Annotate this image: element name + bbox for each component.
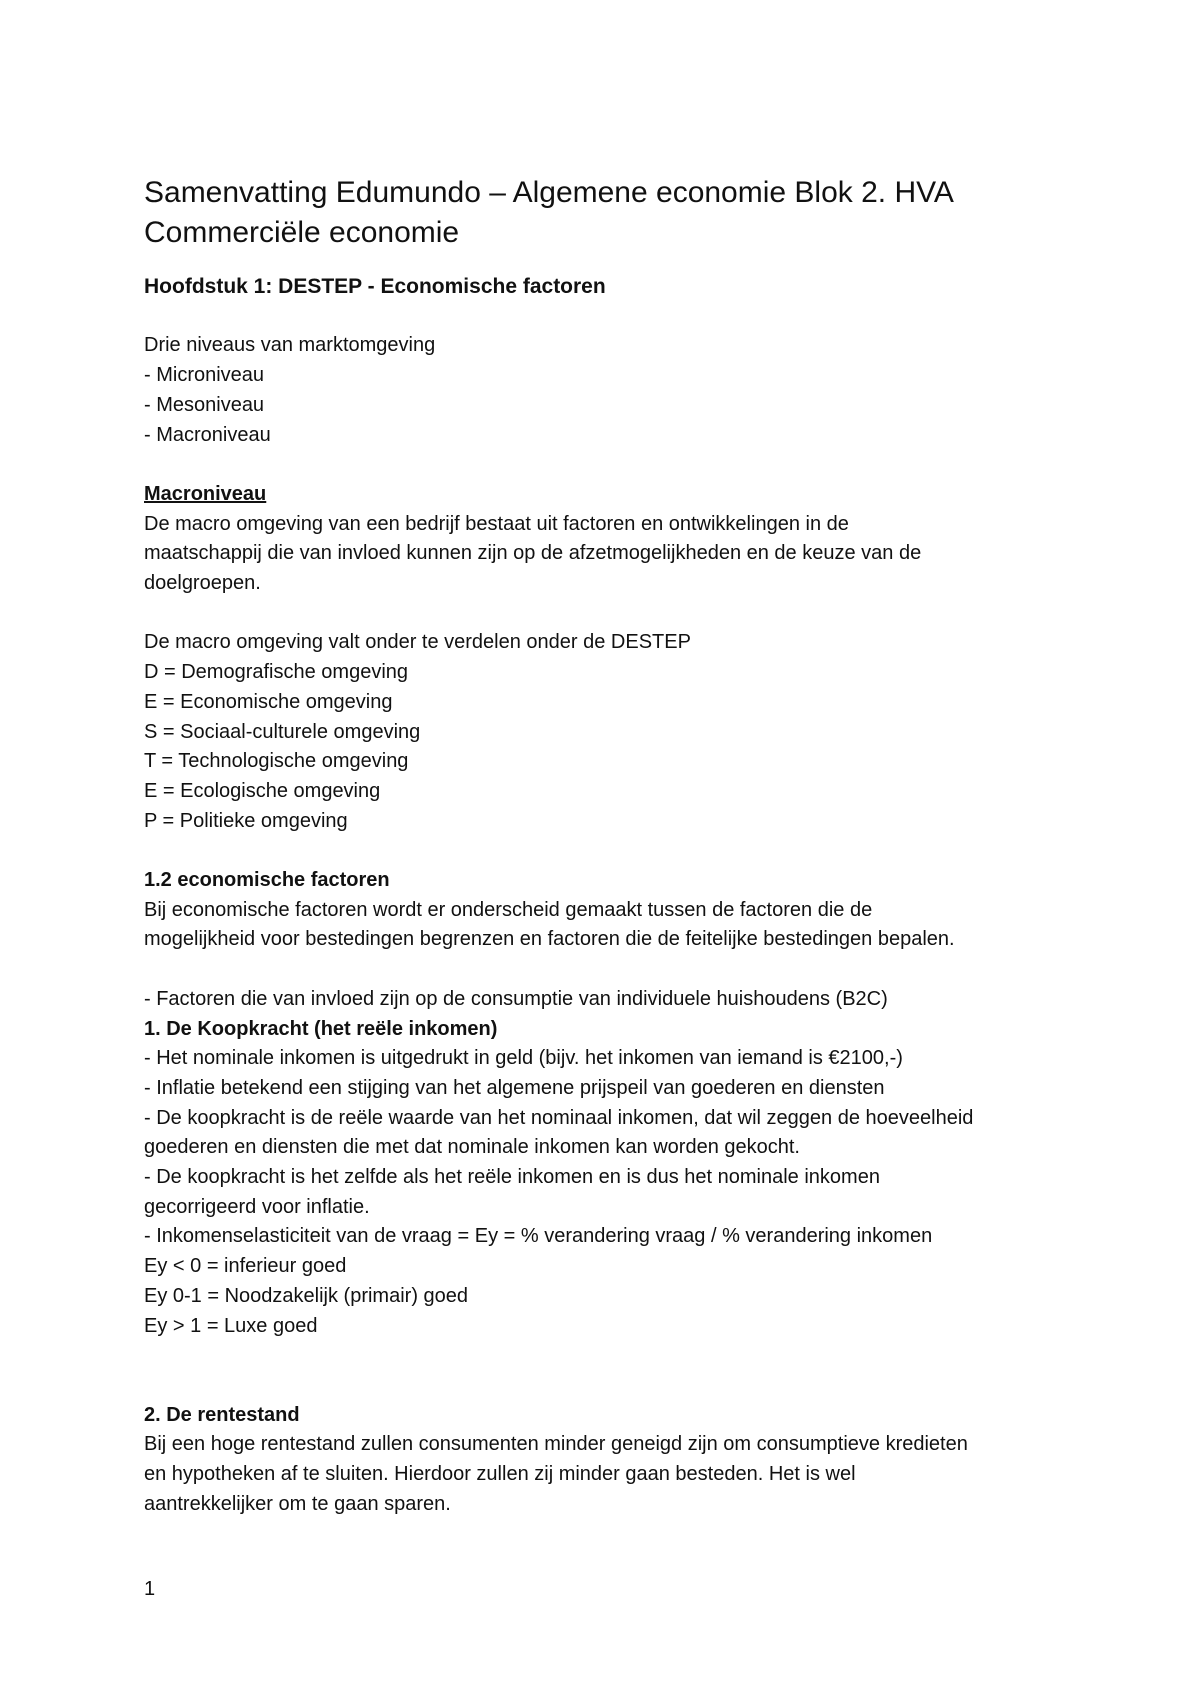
paragraph-line: Ey 0-1 = Noodzakelijk (primair) goed: [144, 1284, 469, 1307]
spacer: [144, 1371, 1074, 1401]
destep-item: S = Sociaal-culturele omgeving: [144, 720, 421, 743]
paragraph-line: - De koopkracht is het zelfde als het reële inkomen en is dus het nominale inkomen: [144, 1166, 880, 1189]
paragraph-line: mogelijkheid voor bestedingen begrenzen en factoren die de feitelijke bestedingen bepalen.: [144, 928, 955, 951]
spacer: [144, 302, 1074, 332]
paragraph-line: De macro omgeving van een bedrijf bestaat uit factoren en ontwikkelingen in de: [144, 512, 849, 535]
paragraph-line: goederen en diensten die met dat nominale inkomen kan worden gekocht.: [144, 1136, 800, 1159]
paragraph-line: - Het nominale inkomen is uitgedrukt in geld (bijv. het inkomen van iemand is €2100,-): [144, 1047, 903, 1070]
destep-item: E = Ecologische omgeving: [144, 779, 381, 802]
section-heading: 1.2 economische factoren: [144, 869, 390, 891]
destep-item: E = Economische omgeving: [144, 690, 393, 713]
spacer: [144, 450, 1074, 480]
spacer: [144, 599, 1074, 629]
spacer: [144, 836, 1074, 866]
title-line: Commerciële economie: [144, 216, 460, 249]
destep-item: P = Politieke omgeving: [144, 809, 348, 832]
paragraph-line: maatschappij die van invloed kunnen zijn op de afzetmogelijkheden en de keuze van de: [144, 542, 922, 565]
destep-item: D = Demografische omgeving: [144, 661, 409, 684]
document-body: [144, 173, 1074, 1519]
title-line: Samenvatting Edumundo – Algemene economie Blok 2. HVA: [144, 176, 954, 209]
paragraph-line: doelgroepen.: [144, 572, 261, 594]
paragraph-line: - Inkomenselasticiteit van de vraag = Ey = % verandering vraag / % verandering inkomen: [144, 1225, 933, 1248]
spacer: [144, 1341, 1074, 1371]
paragraph-line: gecorrigeerd voor inflatie.: [144, 1195, 370, 1218]
list-item: - Macroniveau: [144, 423, 271, 446]
list-item: - Microniveau: [144, 364, 265, 387]
chapter-heading: Hoofdstuk 1: DESTEP - Economische factoren: [144, 275, 606, 298]
paragraph-line: - Inflatie betekend een stijging van het algemene prijspeil van goederen en diensten: [144, 1076, 885, 1099]
consumption-intro: - Factoren die van invloed zijn op de consumptie van individuele huishoudens (B2C): [144, 987, 888, 1010]
document-title: [144, 173, 1074, 253]
paragraph-line: Ey < 0 = inferieur goed: [144, 1255, 347, 1278]
destep-item: T = Technologische omgeving: [144, 750, 409, 773]
paragraph-line: Ey > 1 = Luxe goed: [144, 1314, 318, 1337]
spacer: [144, 955, 1074, 985]
paragraph-line: aantrekkelijker om te gaan sparen.: [144, 1492, 451, 1515]
paragraph-line: - De koopkracht is de reële waarde van het nominaal inkomen, dat wil zeggen de hoeveelheid: [144, 1106, 974, 1129]
subsection-heading: 2. De rentestand: [144, 1403, 300, 1426]
levels-intro: Drie niveaus van marktomgeving: [144, 334, 436, 357]
section-heading: Macroniveau: [144, 482, 267, 505]
destep-intro: De macro omgeving valt onder te verdelen onder de DESTEP: [144, 631, 691, 654]
paragraph-line: Bij een hoge rentestand zullen consumenten minder geneigd zijn om consumptieve kredieten: [144, 1433, 968, 1456]
paragraph-line: Bij economische factoren wordt er onderscheid gemaakt tussen de factoren die de: [144, 898, 873, 921]
paragraph-line: en hypotheken af te sluiten. Hierdoor zullen zij minder gaan besteden. Het is wel: [144, 1463, 856, 1486]
page-number: 1: [144, 1578, 156, 1600]
list-item: - Mesoniveau: [144, 393, 265, 416]
subsection-heading: 1. De Koopkracht (het reële inkomen): [144, 1017, 498, 1040]
